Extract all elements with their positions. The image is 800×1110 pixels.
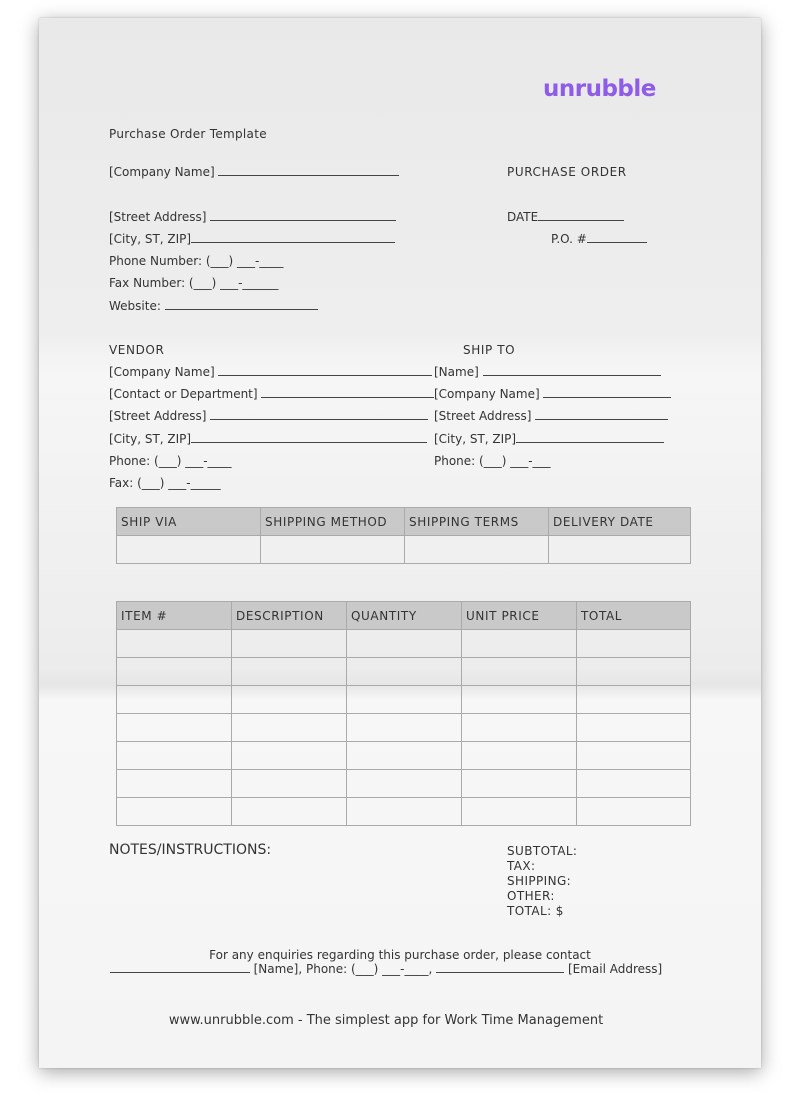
table-cell[interactable] xyxy=(347,770,462,798)
table-cell[interactable] xyxy=(232,798,347,826)
table-cell[interactable] xyxy=(117,714,232,742)
table-cell[interactable] xyxy=(577,630,691,658)
table-cell[interactable] xyxy=(117,770,232,798)
table-cell[interactable] xyxy=(347,686,462,714)
items-table-header xyxy=(117,602,691,630)
ship-to-line: [City, ST, ZIP] xyxy=(434,432,664,446)
table-cell[interactable] xyxy=(462,714,577,742)
ship-to-line: [Name] xyxy=(434,365,661,379)
table-cell[interactable] xyxy=(117,658,232,686)
column-header: TOTAL xyxy=(577,602,691,630)
vendor-phone-line: Phone: (___) ___-____ xyxy=(109,454,232,468)
table-cell[interactable] xyxy=(462,658,577,686)
vendor-line: [Street Address] xyxy=(109,409,428,423)
table-cell[interactable] xyxy=(347,742,462,770)
table-cell[interactable] xyxy=(462,770,577,798)
table-cell[interactable] xyxy=(117,742,232,770)
table-row xyxy=(117,742,691,770)
column-header: ITEM # xyxy=(117,602,232,630)
table-row xyxy=(117,658,691,686)
table-row xyxy=(117,714,691,742)
company-city-line: [City, ST, ZIP] xyxy=(109,232,395,246)
table-cell[interactable] xyxy=(347,630,462,658)
company-name-line: [Company Name] xyxy=(109,165,399,179)
unrubble-logo: unrubble xyxy=(543,76,656,102)
vendor-line: [Company Name] xyxy=(109,365,432,379)
table-cell[interactable] xyxy=(117,686,232,714)
table-cell[interactable] xyxy=(577,742,691,770)
column-header: SHIP VIA xyxy=(117,508,261,536)
table-cell[interactable] xyxy=(462,630,577,658)
items-table xyxy=(116,601,691,826)
contact-details-line: [Name], Phone: (___) ___-____, [Email Address] xyxy=(0,962,772,976)
table-cell[interactable] xyxy=(577,686,691,714)
table-cell[interactable] xyxy=(117,630,232,658)
table-cell[interactable] xyxy=(577,798,691,826)
table-cell[interactable] xyxy=(232,686,347,714)
contact-line: For any enquiries regarding this purchase order, please contact xyxy=(209,948,591,962)
table-cell[interactable] xyxy=(405,536,549,564)
table-cell[interactable] xyxy=(347,798,462,826)
vendor-line: [Contact or Department] xyxy=(109,387,434,401)
template-title: Purchase Order Template xyxy=(109,127,267,141)
table-cell[interactable] xyxy=(261,536,405,564)
table-cell[interactable] xyxy=(117,536,261,564)
ship-to-line: [Company Name] xyxy=(434,387,671,401)
purchase-order-heading: PURCHASE ORDER xyxy=(507,165,627,179)
table-cell[interactable] xyxy=(232,714,347,742)
tax-label: TAX: xyxy=(507,859,536,873)
table-cell[interactable] xyxy=(232,658,347,686)
column-header: UNIT PRICE xyxy=(462,602,577,630)
shipping-label: SHIPPING: xyxy=(507,874,572,888)
table-cell[interactable] xyxy=(347,714,462,742)
table-cell[interactable] xyxy=(117,798,232,826)
po-number-field[interactable]: P.O. # xyxy=(551,232,647,246)
notes-label: NOTES/INSTRUCTIONS: xyxy=(109,842,272,858)
company-website-line: Website: xyxy=(109,299,318,313)
column-header: DELIVERY DATE xyxy=(549,508,691,536)
date-field[interactable]: DATE xyxy=(507,210,624,224)
table-cell[interactable] xyxy=(462,742,577,770)
ship-to-line: [Street Address] xyxy=(434,409,668,423)
vendor-heading: VENDOR xyxy=(109,343,165,357)
table-row xyxy=(117,536,691,564)
table-row xyxy=(117,770,691,798)
table-cell[interactable] xyxy=(577,658,691,686)
total-label: TOTAL: $ xyxy=(507,904,564,918)
table-cell[interactable] xyxy=(549,536,691,564)
table-row xyxy=(117,630,691,658)
company-street-line: [Street Address] xyxy=(109,210,396,224)
column-header: QUANTITY xyxy=(347,602,462,630)
company-phone-line: Phone Number: (___) ___-____ xyxy=(109,254,284,268)
shipping-table-header xyxy=(117,508,691,536)
ship-to-heading: SHIP TO xyxy=(463,343,516,357)
company-fax-line: Fax Number: (___) ___-______ xyxy=(109,276,279,290)
vendor-fax-line: Fax: (___) ___-_____ xyxy=(109,476,221,490)
table-cell[interactable] xyxy=(347,658,462,686)
table-row xyxy=(117,686,691,714)
table-cell[interactable] xyxy=(577,770,691,798)
shipping-table xyxy=(116,507,691,564)
table-cell[interactable] xyxy=(232,742,347,770)
footer-text: www.unrubble.com - The simplest app for Work Time Management xyxy=(168,1013,604,1028)
other-label: OTHER: xyxy=(507,889,555,903)
vendor-line: [City, ST, ZIP] xyxy=(109,432,427,446)
table-cell[interactable] xyxy=(232,770,347,798)
column-header: SHIPPING METHOD xyxy=(261,508,405,536)
table-cell[interactable] xyxy=(577,714,691,742)
ship-to-phone-line: Phone: (___) ___-___ xyxy=(434,454,551,468)
table-cell[interactable] xyxy=(462,798,577,826)
column-header: DESCRIPTION xyxy=(232,602,347,630)
table-row xyxy=(117,798,691,826)
totals-block xyxy=(507,844,577,919)
subtotal-label: SUBTOTAL: xyxy=(507,844,578,858)
table-cell[interactable] xyxy=(462,686,577,714)
table-cell[interactable] xyxy=(232,630,347,658)
column-header: SHIPPING TERMS xyxy=(405,508,549,536)
